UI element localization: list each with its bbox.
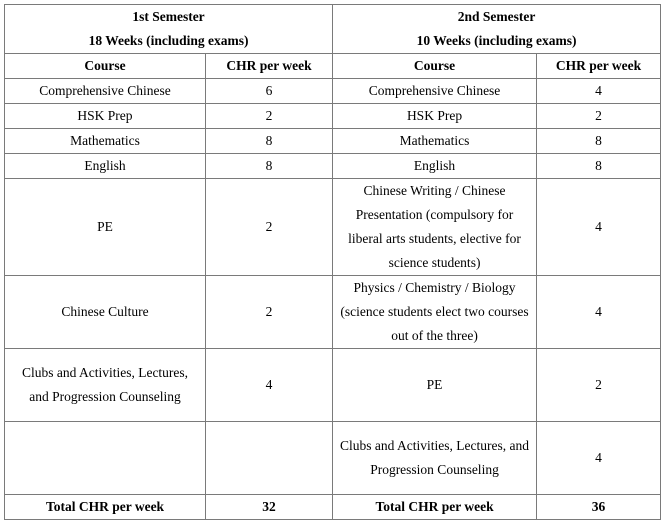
totals-row <box>5 495 661 520</box>
semester1-header <box>5 5 333 54</box>
semester2-subtitle: 10 Weeks (including exams) <box>416 33 577 48</box>
chr-cell: 4 <box>537 422 661 495</box>
course-cell: Comprehensive Chinese <box>333 79 537 104</box>
course-cell: Physics / Chemistry / Biology (science students elect two courses out of the three) <box>333 276 537 349</box>
course-cell: Comprehensive Chinese <box>5 79 206 104</box>
chr-cell: 2 <box>206 104 333 129</box>
total-label-2: Total CHR per week <box>333 495 537 520</box>
course-cell: Clubs and Activities, Lectures, and Progression Counseling <box>333 422 537 495</box>
semester1-subtitle: 18 Weeks (including exams) <box>88 33 249 48</box>
total-value-2: 36 <box>537 495 661 520</box>
semester1-title: 1st Semester <box>132 9 205 24</box>
course-header-1: Course <box>5 54 206 79</box>
course-cell: HSK Prep <box>333 104 537 129</box>
table-row <box>5 104 661 129</box>
course-cell: Clubs and Activities, Lectures, and Progression Counseling <box>5 349 206 422</box>
total-value-1: 32 <box>206 495 333 520</box>
semester2-header <box>333 5 661 54</box>
table-row <box>5 154 661 179</box>
semester-header-row <box>5 5 661 54</box>
chr-cell: 2 <box>537 349 661 422</box>
table-row <box>5 179 661 276</box>
chr-cell: 2 <box>206 179 333 276</box>
curriculum-table-wrapper <box>4 4 661 520</box>
chr-cell: 8 <box>537 129 661 154</box>
total-label-1: Total CHR per week <box>5 495 206 520</box>
table-row <box>5 129 661 154</box>
chr-header-2: CHR per week <box>537 54 661 79</box>
course-cell: English <box>333 154 537 179</box>
chr-cell: 2 <box>537 104 661 129</box>
chr-cell: 8 <box>537 154 661 179</box>
chr-cell: 6 <box>206 79 333 104</box>
course-cell: English <box>5 154 206 179</box>
chr-cell: 2 <box>206 276 333 349</box>
column-header-row <box>5 54 661 79</box>
course-cell: PE <box>5 179 206 276</box>
course-cell: Chinese Culture <box>5 276 206 349</box>
course-cell: Mathematics <box>333 129 537 154</box>
table-row <box>5 422 661 495</box>
course-header-2: Course <box>333 54 537 79</box>
table-row <box>5 276 661 349</box>
table-row <box>5 79 661 104</box>
chr-cell <box>206 422 333 495</box>
semester2-title: 2nd Semester <box>457 9 536 24</box>
table-row <box>5 349 661 422</box>
chr-cell: 4 <box>537 79 661 104</box>
chr-cell: 4 <box>537 276 661 349</box>
chr-cell: 4 <box>537 179 661 276</box>
course-cell: Mathematics <box>5 129 206 154</box>
course-cell <box>5 422 206 495</box>
course-cell: Chinese Writing / Chinese Presentation (compulsory for liberal arts students, elective for science students) <box>333 179 537 276</box>
chr-cell: 8 <box>206 154 333 179</box>
chr-cell: 8 <box>206 129 333 154</box>
chr-header-1: CHR per week <box>206 54 333 79</box>
chr-cell: 4 <box>206 349 333 422</box>
curriculum-table <box>4 4 661 520</box>
course-cell: HSK Prep <box>5 104 206 129</box>
course-cell: PE <box>333 349 537 422</box>
